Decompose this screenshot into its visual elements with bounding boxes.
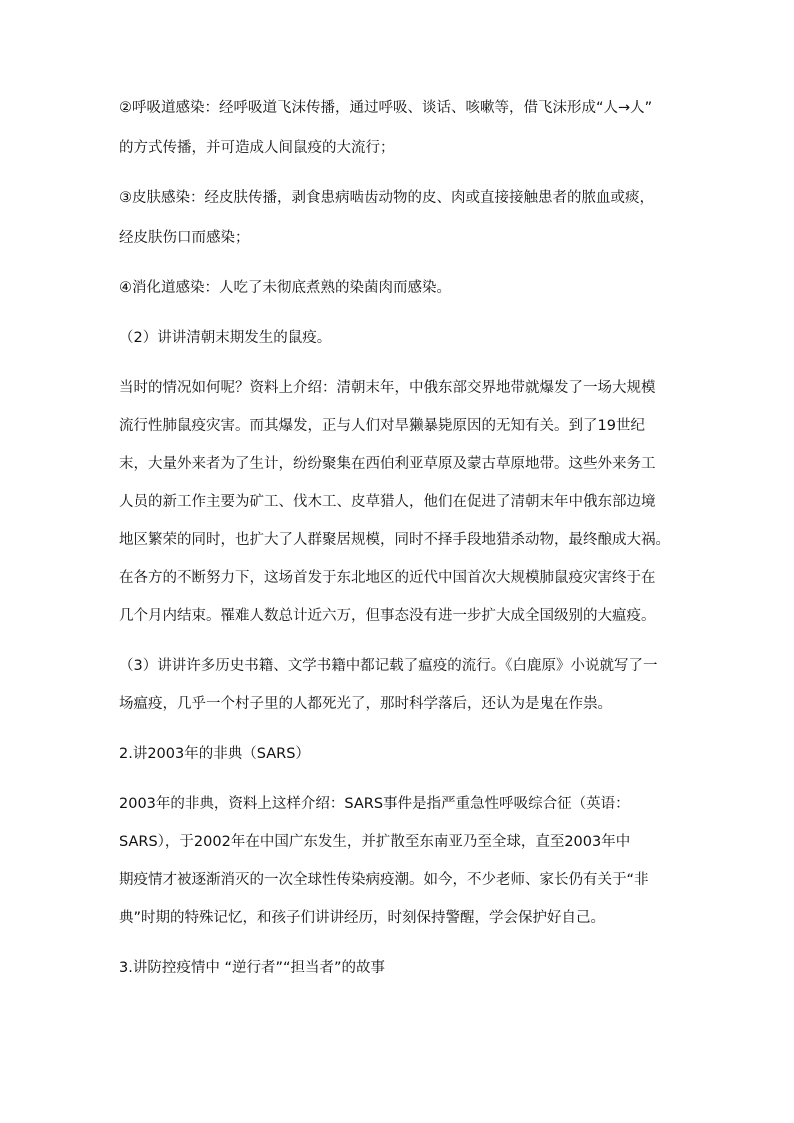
paragraph-qing-line-2: 流行性肺鼠疫灾害。而其爆发，正与人们对旱獭暴毙原因的无知有关。到了19世纪	[119, 418, 645, 434]
paragraph-digestive: ④消化道感染：人吃了未彻底煮熟的染菌肉而感染。	[119, 280, 451, 296]
paragraph-qing-line-3: 末，大量外来者为了生计，纷纷聚集在西伯利亚草原及蒙古草原地带。这些外来务工	[119, 456, 656, 472]
paragraph-sars-line-3: 期疫情才被逐渐消灭的一次全球性传染病疫潮。如今，不少老师、家长仍有关于“非	[119, 872, 649, 888]
paragraph-skin-line-2: 经皮肤伤口而感染；	[119, 230, 250, 246]
paragraph-sars-line-2: SARS），于2002年在中国广东发生，并扩散至东南亚乃至全球，直至2003年中	[119, 834, 631, 850]
heading-qing-plague: （2）讲讲清朝末期发生的鼠疫。	[119, 330, 332, 346]
paragraph-respiratory-line-1: ②呼吸道感染：经呼吸道飞沫传播，通过呼吸、谈话、咳嗽等，借飞沫形成“人→人”	[119, 100, 653, 116]
heading-sars: 2.讲2003年的非典（SARS）	[119, 746, 310, 762]
paragraph-sars-line-1: 2003年的非典，资料上这样介绍：SARS事件是指严重急性呼吸综合征（英语：	[119, 796, 630, 812]
paragraph-qing-line-4: 人员的新工作主要为矿工、伐木工、皮草猎人，他们在促进了清朝末年中俄东部边境	[119, 494, 656, 510]
paragraph-respiratory-line-2: 的方式传播，并可造成人间鼠疫的大流行；	[119, 140, 395, 156]
paragraph-qing-line-6: 在各方的不断努力下，这场首发于东北地区的近代中国首次大规模肺鼠疫灾害终于在	[119, 570, 656, 586]
paragraph-literature-line-1: （3）讲讲许多历史书籍、文学书籍中都记载了瘟疫的流行。《白鹿原》小说就写了一	[119, 658, 658, 674]
paragraph-skin-line-1: ③皮肤感染：经皮肤传播，剥食患病啮齿动物的皮、肉或直接接触患者的脓血或痰，	[119, 190, 654, 206]
heading-heroes: 3.讲防控疫情中 “逆行者”“担当者”的故事	[119, 960, 385, 976]
paragraph-sars-line-4: 典”时期的特殊记忆，和孩子们讲讲经历，时刻保持警醒，学会保护好自己。	[119, 910, 606, 926]
paragraph-qing-line-7: 几个月内结束。罹难人数总计近六万，但事态没有进一步扩大成全国级别的大瘟疫。	[119, 608, 656, 624]
paragraph-literature-line-2: 场瘟疫，几乎一个村子里的人都死光了，那时科学落后，还认为是鬼在作祟。	[119, 696, 612, 712]
paragraph-qing-line-1: 当时的情况如何呢？资料上介绍：清朝末年，中俄东部交界地带就爆发了一场大规模	[119, 380, 656, 396]
paragraph-qing-line-5: 地区繁荣的同时，也扩大了人群聚居规模，同时不择手段地猎杀动物，最终酿成大祸。	[119, 532, 670, 548]
